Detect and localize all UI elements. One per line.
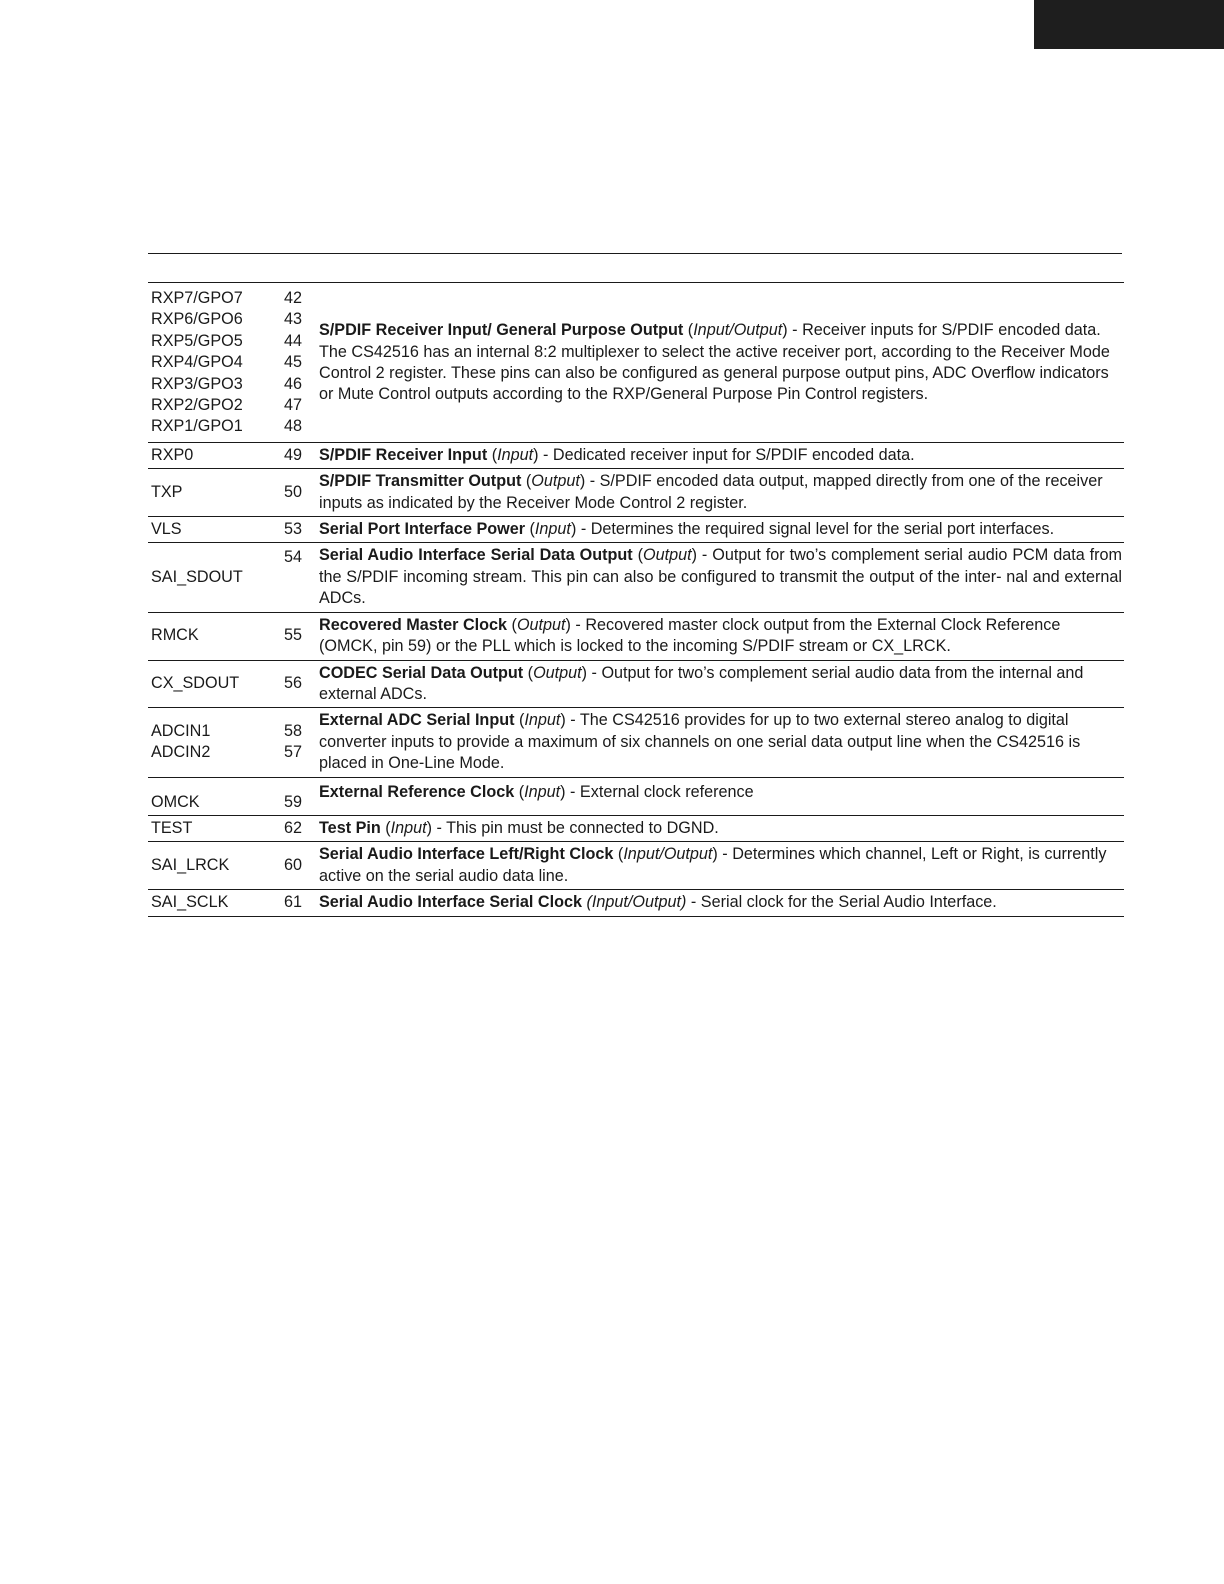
pin-description-text: - Determines which channel, Left or Right, is currently active on the serial audio data line. [319, 845, 1107, 885]
pin-description: S/PDIF Receiver Input/ General Purpose Output (Input/Output) - Receiver inputs for S/PDIF encoded data. The CS42516 has an internal 8:2 multiplexer to select the active receiver port, according to the Receiver Mode Control 2 register. These pins can also be configured as general purpose output pins, ADC Overflow indicators or Mute Control outputs according to the RXP/General Purpose Pin Control registers. [319, 321, 1110, 404]
pin-name: SAI_SCLK [151, 893, 229, 912]
pin-direction: Input [524, 711, 561, 730]
pin-description-text: - This pin must be connected to DGND. [432, 818, 719, 837]
pin-function-title: Test Pin [319, 818, 381, 837]
pin-number: 44 [283, 331, 302, 350]
pin-number-cell [271, 815, 316, 841]
pin-direction: Output [533, 663, 582, 682]
pin-number: 56 [283, 674, 302, 693]
pin-function-title: Serial Audio Interface Left/Right Clock [319, 845, 614, 864]
pin-name-cell [148, 543, 271, 612]
pin-function-title: Serial Audio Interface Serial Clock [319, 893, 582, 912]
pin-direction: Input/Output [591, 893, 681, 912]
pin-function-title: S/PDIF Transmitter Output [319, 472, 522, 491]
pin-number: 43 [283, 310, 302, 329]
pin-description-text: - Output for two’s complement serial audio PCM data from the S/PDIF incoming stream. This pin can also be configured to transmit the output of the inter- nal and external ADCs. [319, 546, 1123, 608]
pin-number-cell [271, 612, 316, 660]
pin-name: SAI_LRCK [151, 856, 230, 875]
pin-name: CX_SDOUT [151, 674, 240, 693]
pin-direction: Input [534, 520, 571, 539]
pin-description-text: - Receiver inputs for S/PDIF encoded data. The CS42516 has an internal 8:2 multiplexer to select the active receiver port, according to the Receiver Mode Control 2 register. These pins can also be configured as general purpose output pins, ADC Overflow indicators or Mute Control outputs according to the RXP/General Purpose Pin Control registers. [319, 321, 1110, 404]
pin-direction: Output [643, 546, 692, 565]
pin-name-cell [148, 842, 271, 890]
pin-name: TXP [151, 482, 183, 501]
pin-name: RXP0 [151, 445, 194, 464]
pin-row [148, 660, 1124, 708]
pin-description-text: - Recovered master clock output from the External Clock Reference (OMCK, pin 59) or the PLL which is locked to the incoming S/PDIF stream or CX_LRCK. [319, 615, 1061, 656]
pin-description-text: - Determines the required signal level for the serial port interfaces. [576, 520, 1055, 539]
pin-description: Serial Audio Interface Serial Data Output (Output) - Output for two’s complement serial audio PCM data from the S/PDIF incoming stream. This pin can also be configured to transmit the output of the inter- nal and external ADCs. [319, 546, 1123, 608]
pin-function-title: Recovered Master Clock [319, 615, 508, 634]
pin-direction: Output [516, 615, 566, 634]
pin-description: External ADC Serial Input (Input) - The CS42516 provides for up to two external stereo analog to digital converter inputs to provide a maximum of six channels on one serial data output line when the CS42516 is placed in One-Line Mode. [319, 711, 1081, 773]
pin-name: RXP2/GPO2 [151, 396, 243, 415]
pin-name-cell [148, 612, 271, 660]
pin-description-text: - Output for two’s complement serial audio data from the internal and external ADCs. [319, 663, 1084, 703]
pin-name: RXP6/GPO6 [151, 310, 243, 329]
pin-row [148, 708, 1124, 777]
pin-description-text: - S/PDIF encoded data output, mapped directly from one of the receiver inputs as indicated by the Receiver Mode Control 2 register. [319, 472, 1103, 512]
pin-description [316, 890, 1124, 916]
pin-name-cell [148, 708, 271, 777]
pin-direction: Input [497, 445, 534, 464]
pin-name: RXP7/GPO7 [151, 289, 243, 307]
pin-description-text: - The CS42516 provides for up to two external stereo analog to digital converter inputs to provide a maximum of six channels on one serial data output line when the CS42516 is placed in One-Line Mode. [319, 711, 1081, 773]
pin-number: 53 [283, 520, 302, 539]
pin-row [148, 777, 1124, 815]
pin-name-cell [148, 890, 271, 916]
pin-number: 57 [283, 743, 302, 762]
pin-name-cell [148, 815, 271, 841]
pin-direction: Input [390, 818, 427, 837]
pin-direction: Input/Output [623, 845, 713, 864]
pin-name: ADCIN1 [151, 722, 211, 741]
pin-name: ADCIN2 [151, 743, 211, 762]
pin-number-cell [271, 777, 316, 815]
pin-function-title: S/PDIF Receiver Input/ General Purpose Output [319, 321, 684, 340]
top-rule [148, 253, 1122, 254]
pin-row [148, 517, 1124, 543]
pin-number: 55 [283, 626, 302, 645]
pin-number-cell [271, 890, 316, 916]
pin-number-cell [271, 517, 316, 543]
pin-description-text: - Serial clock for the Serial Audio Interface. [686, 893, 997, 912]
pin-function-title: External ADC Serial Input [319, 711, 515, 730]
pin-number-cell [271, 283, 316, 443]
pin-direction-paren: (Input/Output) [586, 893, 687, 912]
pin-description: CODEC Serial Data Output (Output) - Output for two’s complement serial audio data from the internal and external ADCs. [319, 663, 1084, 703]
pin-function-title: Serial Port Interface Power [319, 520, 526, 539]
pin-function-title: Serial Audio Interface Serial Data Output [319, 546, 633, 565]
pin-row [148, 283, 1124, 443]
pin-name: TEST [151, 818, 193, 837]
pin-name-cell [148, 517, 271, 543]
pin-number: 46 [283, 374, 302, 393]
pin-description: Test Pin (Input) - This pin must be connected to DGND. [319, 818, 719, 837]
pin-number: 61 [283, 893, 302, 912]
pin-number: 42 [283, 289, 302, 307]
pin-function-title: External Reference Clock [319, 782, 515, 801]
pin-function-title: CODEC Serial Data Output [319, 663, 524, 682]
pin-direction: Output [531, 472, 580, 491]
pin-name-cell [148, 469, 271, 517]
pin-number-cell [271, 543, 316, 612]
pin-name: RXP5/GPO5 [151, 331, 243, 350]
pin-number-cell [271, 708, 316, 777]
pin-description: External Reference Clock (Input) - External clock reference [319, 782, 754, 801]
pin-direction: Input [524, 782, 561, 801]
pin-row [148, 815, 1124, 841]
pin-direction: Input/Output [693, 321, 783, 340]
pin-number-cell [271, 469, 316, 517]
pin-number: 49 [283, 445, 302, 464]
pin-row [148, 890, 1124, 916]
pin-name-cell [148, 660, 271, 708]
pin-function-title: S/PDIF Receiver Input [319, 445, 488, 464]
pin-number-cell [271, 842, 316, 890]
pin-row [148, 442, 1124, 468]
pin-description: S/PDIF Transmitter Output (Output) - S/PDIF encoded data output, mapped directly from one of the receiver inputs as indicated by the Receiver Mode Control 2 register. [319, 472, 1103, 512]
pin-name: RXP4/GPO4 [151, 353, 243, 372]
pin-row [148, 543, 1124, 612]
pin-description: S/PDIF Receiver Input (Input) - Dedicated receiver input for S/PDIF encoded data. [319, 445, 915, 464]
pin-number: 47 [283, 396, 302, 415]
pin-name: RXP3/GPO3 [151, 374, 243, 393]
pin-number: 45 [283, 353, 302, 372]
pin-name-cell [148, 442, 271, 468]
pin-row [148, 842, 1124, 890]
pin-number: 60 [283, 856, 302, 875]
pin-row [148, 469, 1124, 517]
pin-row [148, 612, 1124, 660]
pin-description: Serial Port Interface Power (Input) - Determines the required signal level for the serial port interfaces. [319, 520, 1055, 539]
pin-number: 50 [283, 482, 302, 501]
pin-name-cell [148, 777, 271, 815]
pin-description: Serial Audio Interface Left/Right Clock (Input/Output) - Determines which channel, Left or Right, is currently active on the serial audio data line. [319, 845, 1107, 885]
pin-name-cell [148, 283, 271, 443]
pin-name: RMCK [151, 626, 199, 645]
pin-description-text: - External clock reference [565, 782, 754, 801]
pin-name: VLS [151, 520, 182, 539]
page-corner-tab [1034, 0, 1224, 49]
pin-description: Recovered Master Clock (Output) - Recovered master clock output from the External Clock Reference (OMCK, pin 59) or the PLL which is locked to the incoming S/PDIF stream or CX_LRCK. [319, 615, 1061, 656]
pin-number: 48 [283, 417, 302, 436]
pin-number: 62 [283, 818, 302, 837]
pin-description-table [148, 282, 1124, 917]
pin-number: 59 [283, 792, 302, 811]
pin-number-cell [271, 442, 316, 468]
pin-name: RXP1/GPO1 [151, 417, 243, 436]
pin-number-cell [271, 660, 316, 708]
pin-number: 54 [283, 548, 302, 567]
pin-name: SAI_SDOUT [151, 567, 243, 586]
pin-description-text: - Dedicated receiver input for S/PDIF encoded data. [538, 445, 915, 464]
pin-name: OMCK [151, 792, 200, 811]
pin-number: 58 [283, 722, 302, 741]
